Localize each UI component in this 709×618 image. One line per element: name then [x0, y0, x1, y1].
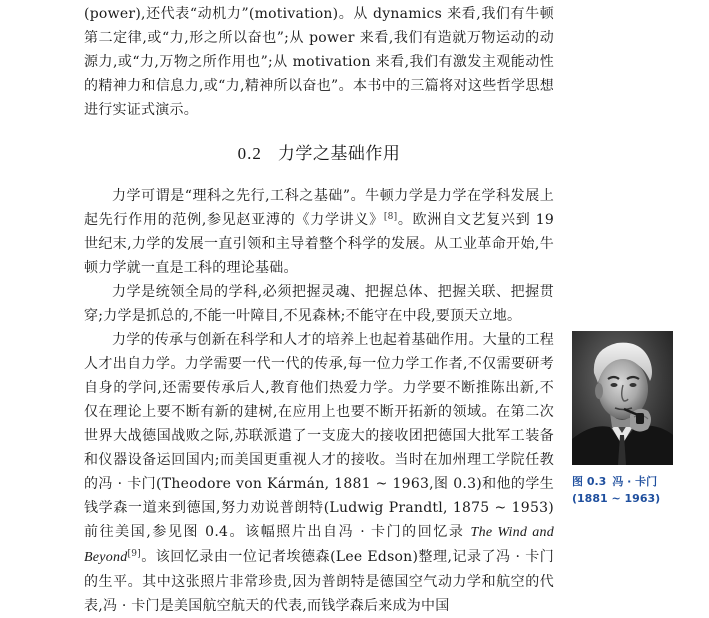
- body-text: [84, 184, 554, 618]
- paragraph-3-text-a: 力学的传承与创新在科学和人才的培养上也起着基础作用。大量的工程人才出自力学。力学需要一代一代的传承,每一位力学工作者,不仅需要研考自身的学问,还需要传承后人,教育他们热爱力学。力学要不断推陈出新,不仅在理论上要不断有新的建树,在应用上也要不断开拓新的领域。在第二次世界大战德国战败之际,苏联派遣了一支庞大的接收团把德国大批军工装备和仪器设备运回国内;而美国更重视人才的接收。当时在加州理工学院任教的冯 · 卡门(Theodore von Kármán, 1881 ~ 1963,图 0.3)和他的学生钱学森一道来到德国,努力劝说普朗特(Ludwig Prandtl, 1875 ~ 1953)前往美国,参见图 0.4。该幅照片出自冯 · 卡门的回忆录: [84, 332, 554, 540]
- paragraph-1: [84, 184, 554, 280]
- figure-name: 冯 · 卡门: [612, 475, 658, 488]
- caption-line-1: [572, 473, 702, 490]
- figure-number: 图 0.3: [572, 475, 607, 488]
- figure-caption: [572, 473, 702, 507]
- intro-paragraph-block: [84, 2, 554, 122]
- paragraph-3: [84, 328, 554, 618]
- citation-ref-8: [8]: [383, 212, 398, 222]
- intro-paragraph: (power),还代表“动机力”(motivation)。从 dynamics 来看,我们有牛顿第二定律,或“力,形之所以奋也”;从 power 来看,我们有造就万物运动的动源力,或“力,万物之所作用也”;从 motivation 来看,我们有激发主观能动性的精神力和信息力,或“力,精神所以奋也”。本书中的三篇将对这些哲学思想进行实证式演示。: [84, 6, 554, 118]
- figure-years: (1881 ~ 1963): [572, 492, 661, 505]
- paragraph-2: 力学是统领全局的学科,必须把握灵魂、把握总体、把握关联、把握贯穿;力学是抓总的,不能一叶障目,不见森林;不能守在中段,要顶天立地。: [84, 284, 554, 324]
- citation-ref-9: [9]: [127, 549, 141, 559]
- figure-photo-von-karman: [572, 331, 673, 465]
- section-heading: [84, 142, 554, 166]
- paragraph-1-text-b: 。欧洲自文艺复兴到 19 世纪末,力学的发展一直引领和主导着整个科学的发展。从工业革命开始,牛顿力学就一直是工科的理论基础。: [84, 212, 555, 276]
- paragraph-1-text-a: 力学可谓是“理科之先行,工科之基础”。牛顿力学是力学在学科发展上起先行作用的范例,参见赵亚溥的《力学讲义》: [84, 188, 554, 228]
- book-title: The Wind and Beyond: [84, 525, 554, 565]
- section-number: 0.2: [237, 144, 262, 163]
- paragraph-3-text-b: 。该回忆录由一位记者埃德森(Lee Edson)整理,记录了冯 · 卡门的生平。其中这张照片非常珍贵,因为普朗特是德国空气动力学和航空的代表,冯 · 卡门是美国航空航天的代表,而钱学森后来成为中国: [84, 549, 554, 614]
- section-title: 力学之基础作用: [277, 144, 401, 164]
